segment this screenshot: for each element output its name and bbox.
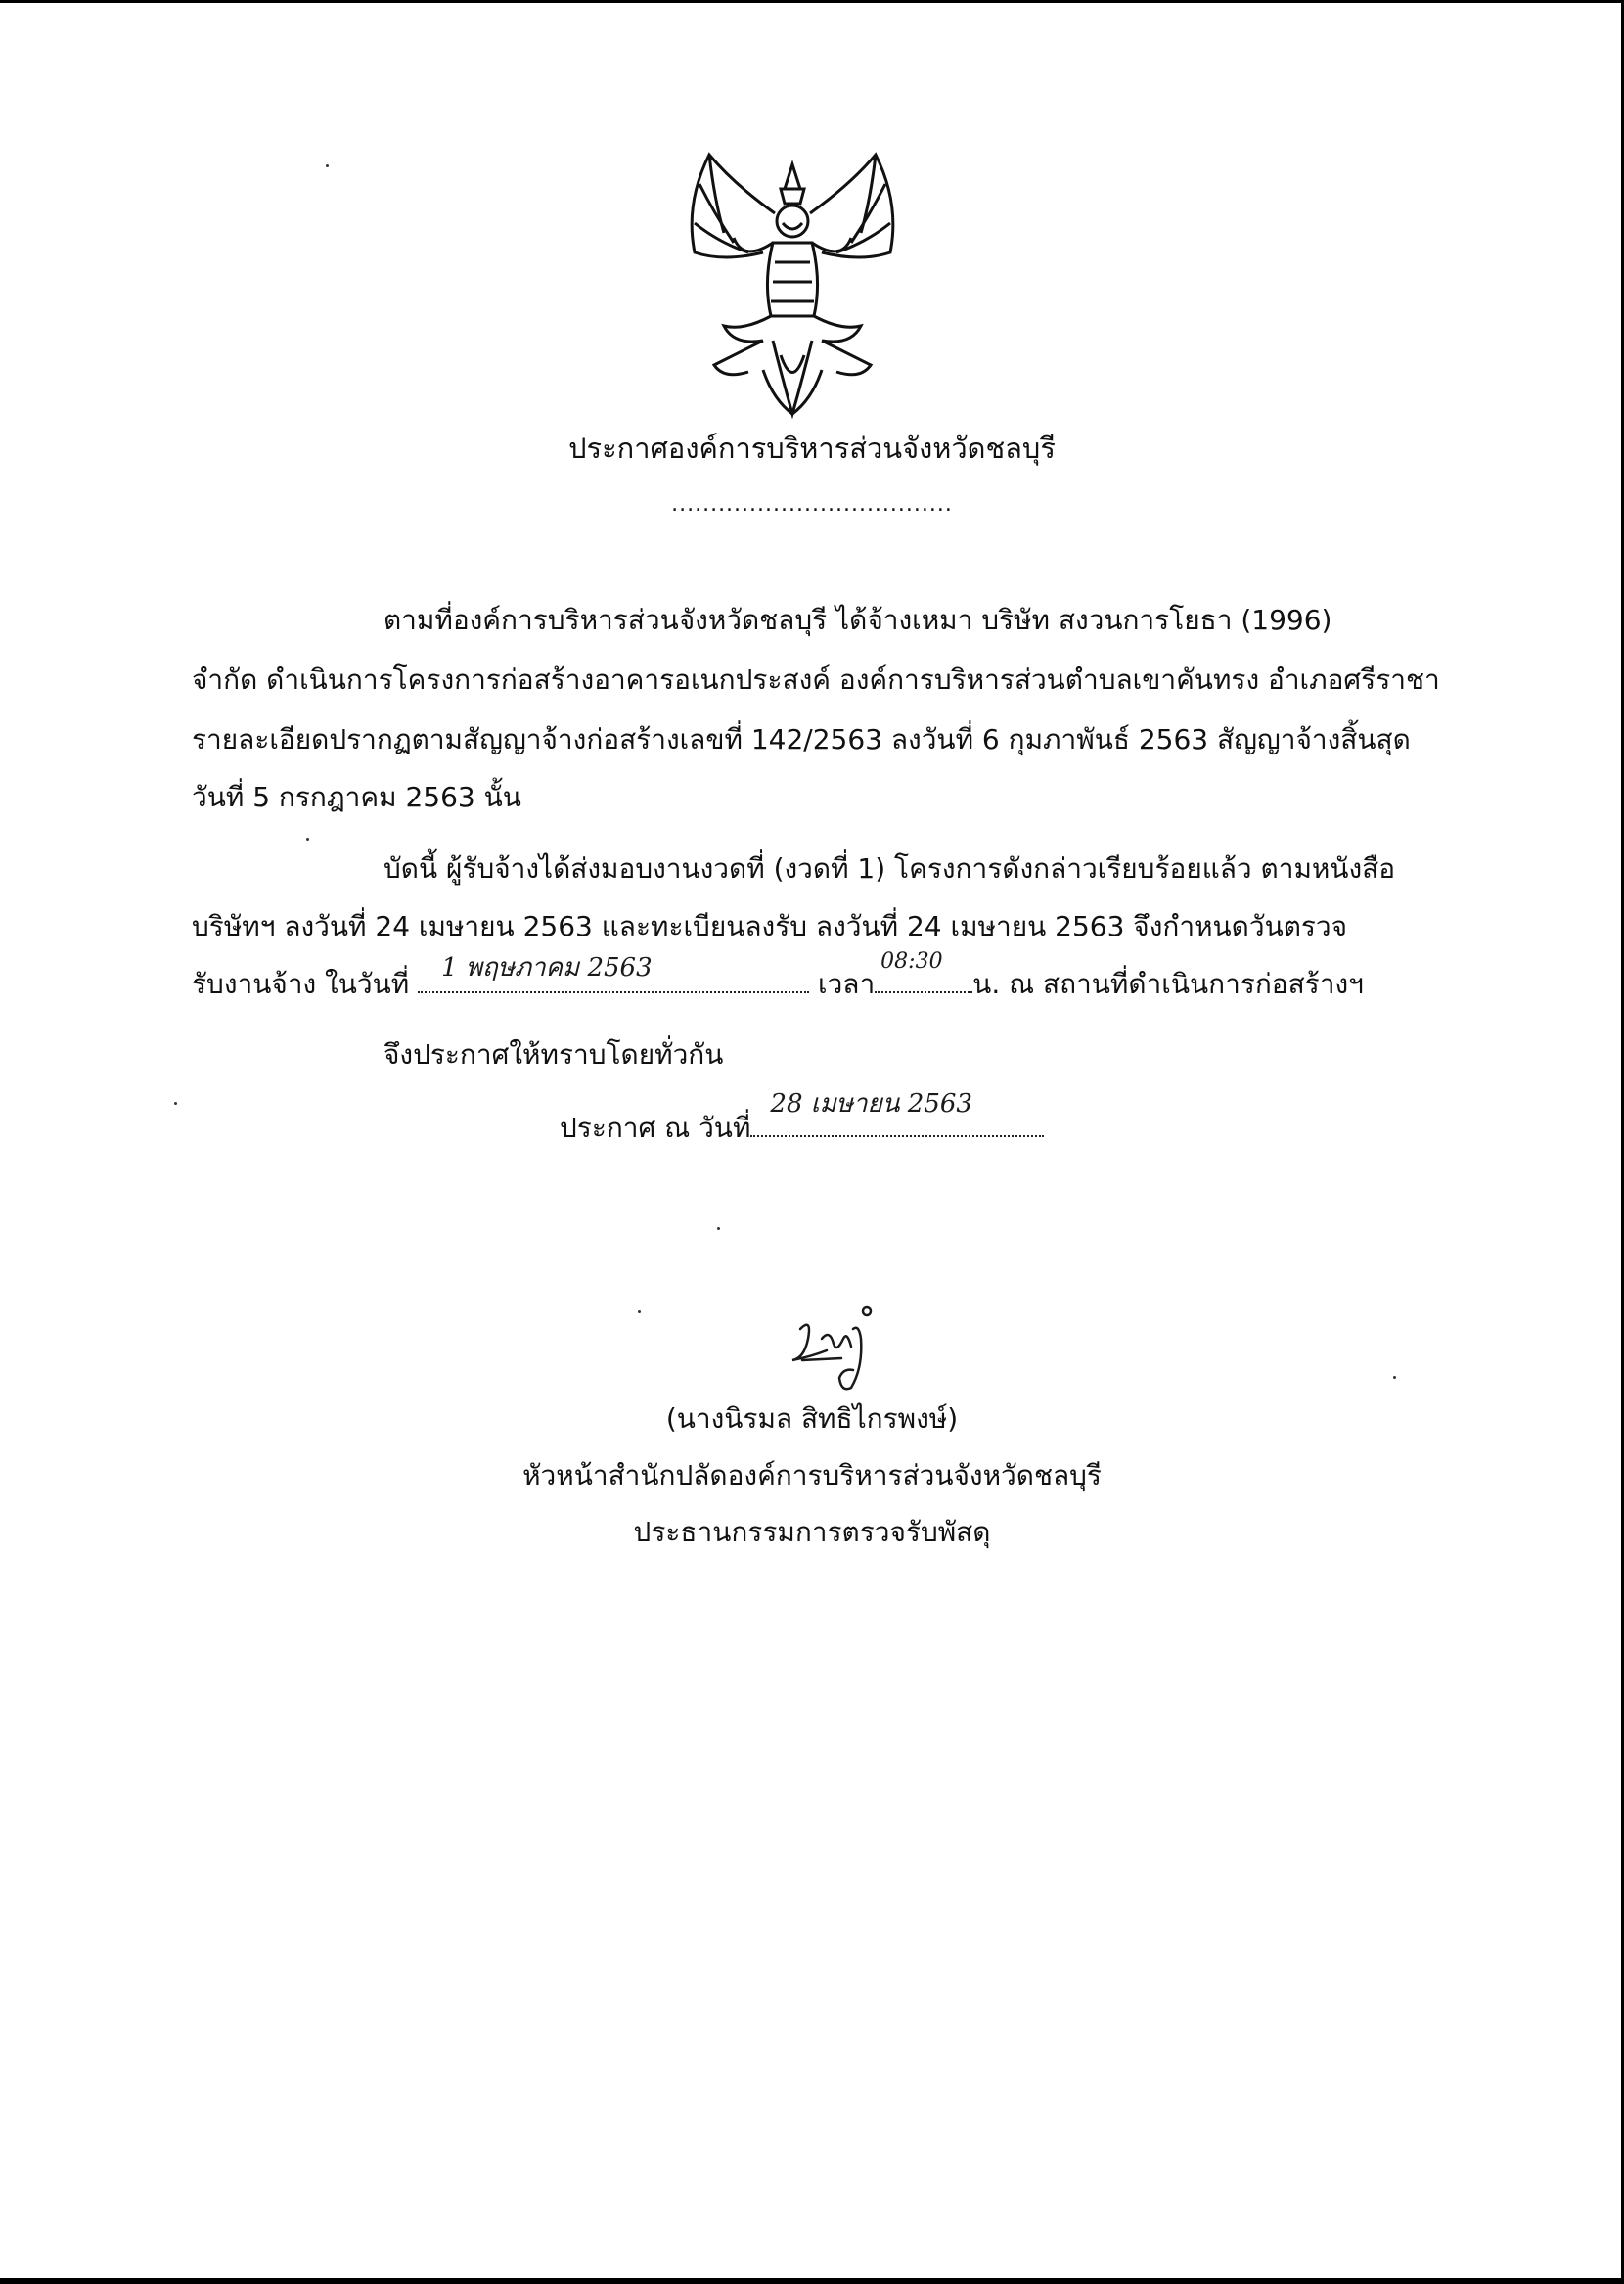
scan-speck <box>306 838 309 841</box>
scan-speck <box>638 1310 641 1313</box>
inspection-date-field <box>418 953 809 993</box>
scan-speck <box>1393 1376 1396 1379</box>
paragraph-2-line-3 <box>192 949 1364 1002</box>
inspection-date-handwritten: 1 พฤษภาคม 2563 <box>441 953 653 982</box>
scan-speck <box>174 1102 177 1105</box>
scan-speck <box>326 164 329 167</box>
garuda-emblem-icon <box>665 145 920 429</box>
paragraph-1-line-3: รายละเอียดปรากฏตามสัญญาจ้างก่อสร้างเลขที่ 142/2563 ลงวันที่ 6 กุมภาพันธ์ 2563 สัญญาจ้างสิ้นสุด <box>192 723 1411 755</box>
scan-edge-top <box>0 0 1624 3</box>
inspection-date-label: รับงานจ้าง ในวันที่ <box>192 968 419 1000</box>
inspection-time-handwritten: 08:30 <box>880 949 943 974</box>
paragraph-1-line-4: วันที่ 5 กรกฎาคม 2563 นั้น <box>192 781 521 813</box>
inspection-time-field <box>875 949 972 993</box>
paragraph-2-line-1: บัดนี้ ผู้รับจ้างได้ส่งมอบงานงวดที่ (งวดที่ 1) โครงการดังกล่าวเรียบร้อยแล้ว ตามหนังสือ <box>383 852 1396 885</box>
inspection-time-label: เวลา <box>809 968 876 1000</box>
signatory-role: ประธานกรรมการตรวจรับพัสดุ <box>633 1516 991 1548</box>
paragraph-3: จึงประกาศให้ทราบโดยทั่วกัน <box>383 1038 724 1071</box>
announcement-date-line <box>560 1089 1044 1146</box>
title-separator: .................................... <box>671 492 953 517</box>
paragraph-1-line-2: จำกัด ดำเนินการโครงการก่อสร้างอาคารอเนกประสงค์ องค์การบริหารส่วนตำบลเขาคันทรง อำเภอศรีราชา <box>192 663 1440 696</box>
page-title: ประกาศองค์การบริหารส่วนจังหวัดชลบุรี <box>568 432 1056 465</box>
signatory-name: (นางนิรมล สิทธิไกรพงษ์) <box>665 1402 959 1435</box>
paragraph-1-line-1: ตามที่องค์การบริหารส่วนจังหวัดชลบุรี ได้จ้างเหมา บริษัท สงวนการโยธา (1996) <box>383 604 1332 636</box>
inspection-location-text: น. ณ สถานที่ดำเนินการก่อสร้างฯ <box>972 968 1364 1000</box>
scan-edge-bottom <box>0 2278 1624 2284</box>
announcement-date-handwritten: 28 เมษายน 2563 <box>770 1089 972 1119</box>
paragraph-2-line-2: บริษัทฯ ลงวันที่ 24 เมษายน 2563 และทะเบียนลงรับ ลงวันที่ 24 เมษายน 2563 จึงกำหนดวันตรวจ <box>192 910 1348 942</box>
scan-speck <box>717 1227 720 1230</box>
announcement-date-field <box>750 1089 1044 1137</box>
signatory-title: หัวหน้าสำนักปลัดองค์การบริหารส่วนจังหวัดชลบุรี <box>522 1459 1102 1491</box>
announcement-date-label: ประกาศ ณ วันที่ <box>560 1112 751 1144</box>
handwritten-signature <box>783 1300 890 1397</box>
